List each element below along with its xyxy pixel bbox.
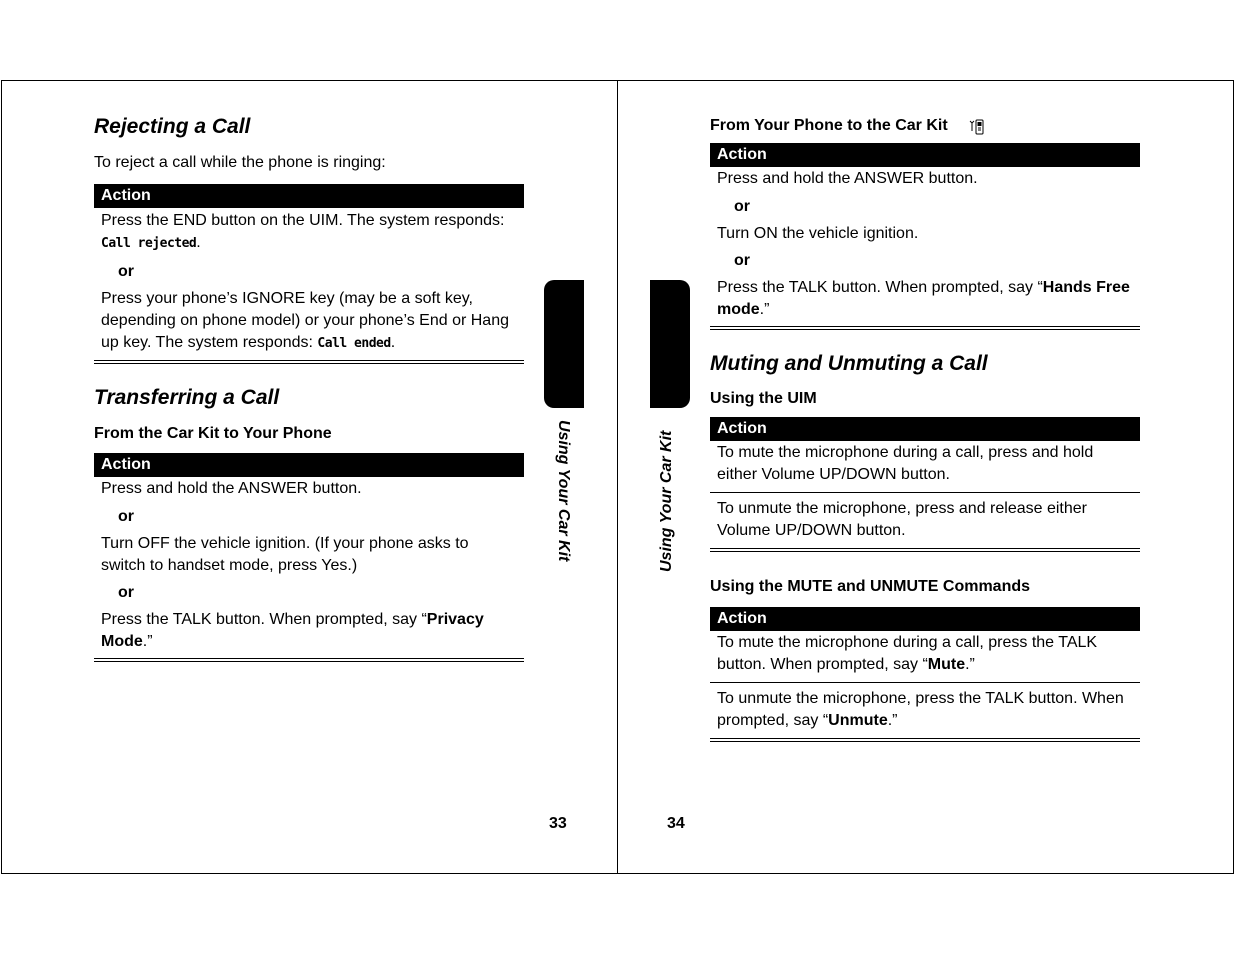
table-end-rule [94, 360, 524, 364]
action-header: Action [710, 417, 1140, 441]
step-text-end: . [196, 234, 201, 251]
action-step: Press and hold the ANSWER button. [101, 480, 362, 497]
rejecting-action-table [94, 184, 524, 364]
table-end-rule [710, 548, 1140, 552]
step-text: Press your phone’s IGNORE key (may be a soft key, depending on phone model) or your phone’s End or Hang up key. The system responds: [101, 290, 509, 351]
step-text: Press the TALK button. When prompted, say “ [717, 279, 1043, 297]
page-number-left: 33 [549, 815, 567, 832]
action-step [94, 609, 524, 653]
spoken-command: Hands Free mode [717, 279, 1130, 319]
step-text-end: . [390, 334, 396, 351]
action-header: Action [94, 184, 524, 208]
section-title-transferring: Transferring a Call [94, 386, 280, 409]
table-end-rule [94, 658, 524, 662]
left-page-content [94, 115, 524, 662]
or-separator: or [118, 508, 134, 525]
step-text: Press the TALK button. When prompted, say “ [101, 611, 427, 628]
transferring-action-table [94, 453, 524, 662]
or-separator: or [118, 263, 134, 280]
action-row: To mute the microphone during a call, press and hold either Volume UP/DOWN button. [717, 444, 1094, 484]
action-row [710, 631, 1140, 677]
action-step [710, 277, 1140, 321]
action-header: Action [94, 453, 524, 477]
commands-subhead: Using the MUTE and UNMUTE Commands [710, 578, 1031, 596]
subhead-text: From Your Phone to the Car Kit [710, 117, 948, 135]
phone-to-kit-action-table [710, 143, 1140, 330]
chapter-label-left: Using Your Car Kit [555, 420, 572, 562]
table-end-rule [710, 738, 1140, 742]
commands-action-table [710, 607, 1140, 742]
step-text-end: .” [887, 712, 898, 730]
step-text: To unmute the microphone, press the TALK button. When prompted, say “ [717, 690, 1124, 730]
action-row [710, 682, 1140, 733]
table-end-rule [710, 326, 1140, 330]
step-text-end: .” [759, 301, 770, 319]
display-message: Call rejected [101, 236, 197, 251]
rejecting-intro: To reject a call while the phone is ringing: [94, 154, 386, 171]
transferring-subhead: From the Car Kit to Your Phone [94, 425, 332, 442]
step-text: To mute the microphone during a call, press the TALK button. When prompted, say “ [717, 634, 1098, 674]
or-separator: or [734, 198, 750, 216]
phone-icon [968, 117, 986, 135]
uim-action-table [710, 417, 1140, 552]
phone-to-kit-subhead [710, 117, 1140, 135]
step-text-end: .” [965, 656, 975, 674]
spoken-command: Privacy Mode [101, 611, 484, 650]
action-step: Turn ON the vehicle ignition. [717, 225, 919, 243]
page-divider [617, 80, 618, 874]
spoken-command: Unmute [828, 712, 888, 730]
right-page-content [710, 115, 1140, 742]
action-header: Action [710, 143, 1140, 167]
action-header: Action [710, 607, 1140, 631]
action-row: To unmute the microphone, press and release either Volume UP/DOWN button. [710, 492, 1140, 543]
step-text-end: .” [142, 633, 153, 650]
action-step [94, 288, 524, 355]
uim-subhead: Using the UIM [710, 390, 817, 408]
chapter-tab-right [650, 280, 690, 408]
action-step: Turn OFF the vehicle ignition. (If your phone asks to switch to handset mode, press Yes.) [101, 535, 469, 574]
step-text: Press the END button on the UIM. The system responds: [101, 212, 505, 229]
action-step [94, 208, 524, 256]
or-separator: or [734, 252, 750, 270]
display-message: Call ended [317, 336, 391, 351]
section-title-rejecting: Rejecting a Call [94, 115, 251, 138]
chapter-label-right: Using Your Car Kit [658, 430, 675, 572]
or-separator: or [118, 584, 134, 601]
action-step: Press and hold the ANSWER button. [717, 170, 978, 188]
spoken-command: Mute [927, 656, 966, 674]
section-title-muting: Muting and Unmuting a Call [710, 352, 988, 376]
chapter-tab-left [544, 280, 584, 408]
page-number-right: 34 [667, 815, 685, 832]
